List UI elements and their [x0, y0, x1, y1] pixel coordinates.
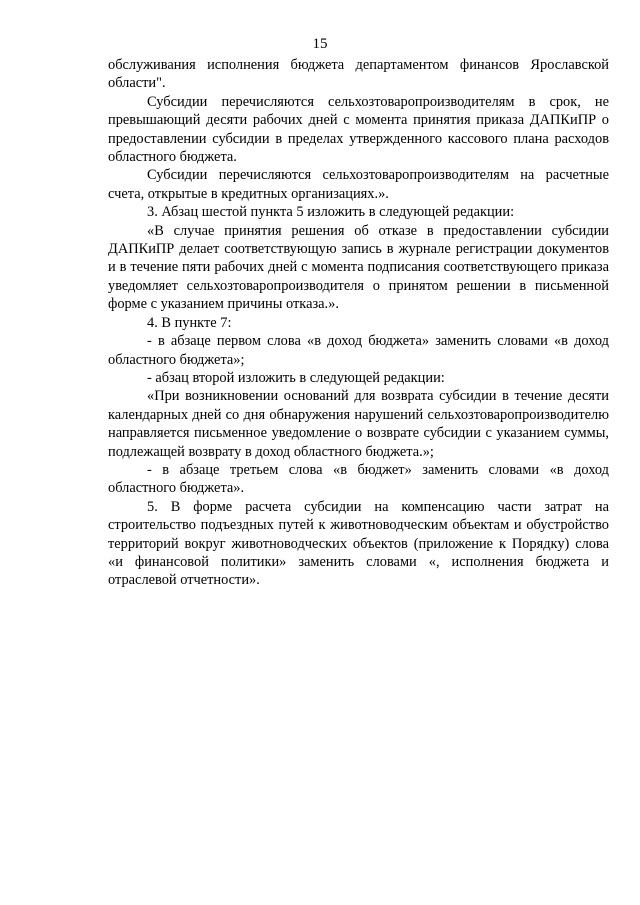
paragraph-refund-grounds: «При возникновении оснований для возврата субсидии в течение десяти календарных дней со дня обнаружения нарушений сельхозтоваропроизводителю направляется письменное уведомление о возврате субсидии с указанием суммы, подлежащей возврату в доход областного бюджета.»;	[108, 388, 609, 460]
paragraph-item-4: 4. В пункте 7:	[147, 314, 232, 331]
paragraph-subsidy-timing: Субсидии перечисляются сельхозтоваропроизводителям в срок, не превышающий десяти рабочих дней с момента принятия приказа ДАПКиПР о предоставлении субсидии в пределах утвержденного кассового плана расходов областного бюджета.	[108, 93, 609, 166]
paragraph-refusal-decision: «В случае принятия решения об отказе в предоставлении субсидии ДАПКиПР делает соответствующую запись в журнале регистрации документов и в течение пяти рабочих дней с момента подписания соответствующего приказа уведомляет сельхозтоваропроизводителя о принятом решении в письменной форме с указанием причины отказа.».	[108, 222, 609, 313]
paragraph-third-abzac: - в абзаце третьем слова «в бюджет» заменить словами «в доход областного бюджета».	[108, 461, 609, 497]
paragraph-second-abzac: - абзац второй изложить в следующей редакции:	[147, 369, 445, 386]
paragraph-item-3: 3. Абзац шестой пункта 5 изложить в следующей редакции:	[147, 204, 515, 221]
paragraph-subsidy-accounts: Субсидии перечисляются сельхозтоваропроизводителям на расчетные счета, открытые в кредитных организациях.».	[108, 167, 609, 202]
paragraph-first-abzac: - в абзаце первом слова «в доход бюджета» заменить словами «в доход областного бюджета»;	[108, 333, 609, 368]
document-body	[108, 56, 609, 590]
paragraph-continuation: обслуживания исполнения бюджета департаментом финансов Ярославской области".	[108, 57, 609, 92]
page-number: 15	[312, 36, 328, 52]
paragraph-item-5: 5. В форме расчета субсидии на компенсацию части затрат на строительство подъездных путей к животноводческим объектам и обустройство территорий вокруг животноводческих объектов (приложение к Порядку) слова «и финансовой политики» заменить словами «, исполнения бюджета и отраслевой отчетности».	[108, 498, 609, 589]
